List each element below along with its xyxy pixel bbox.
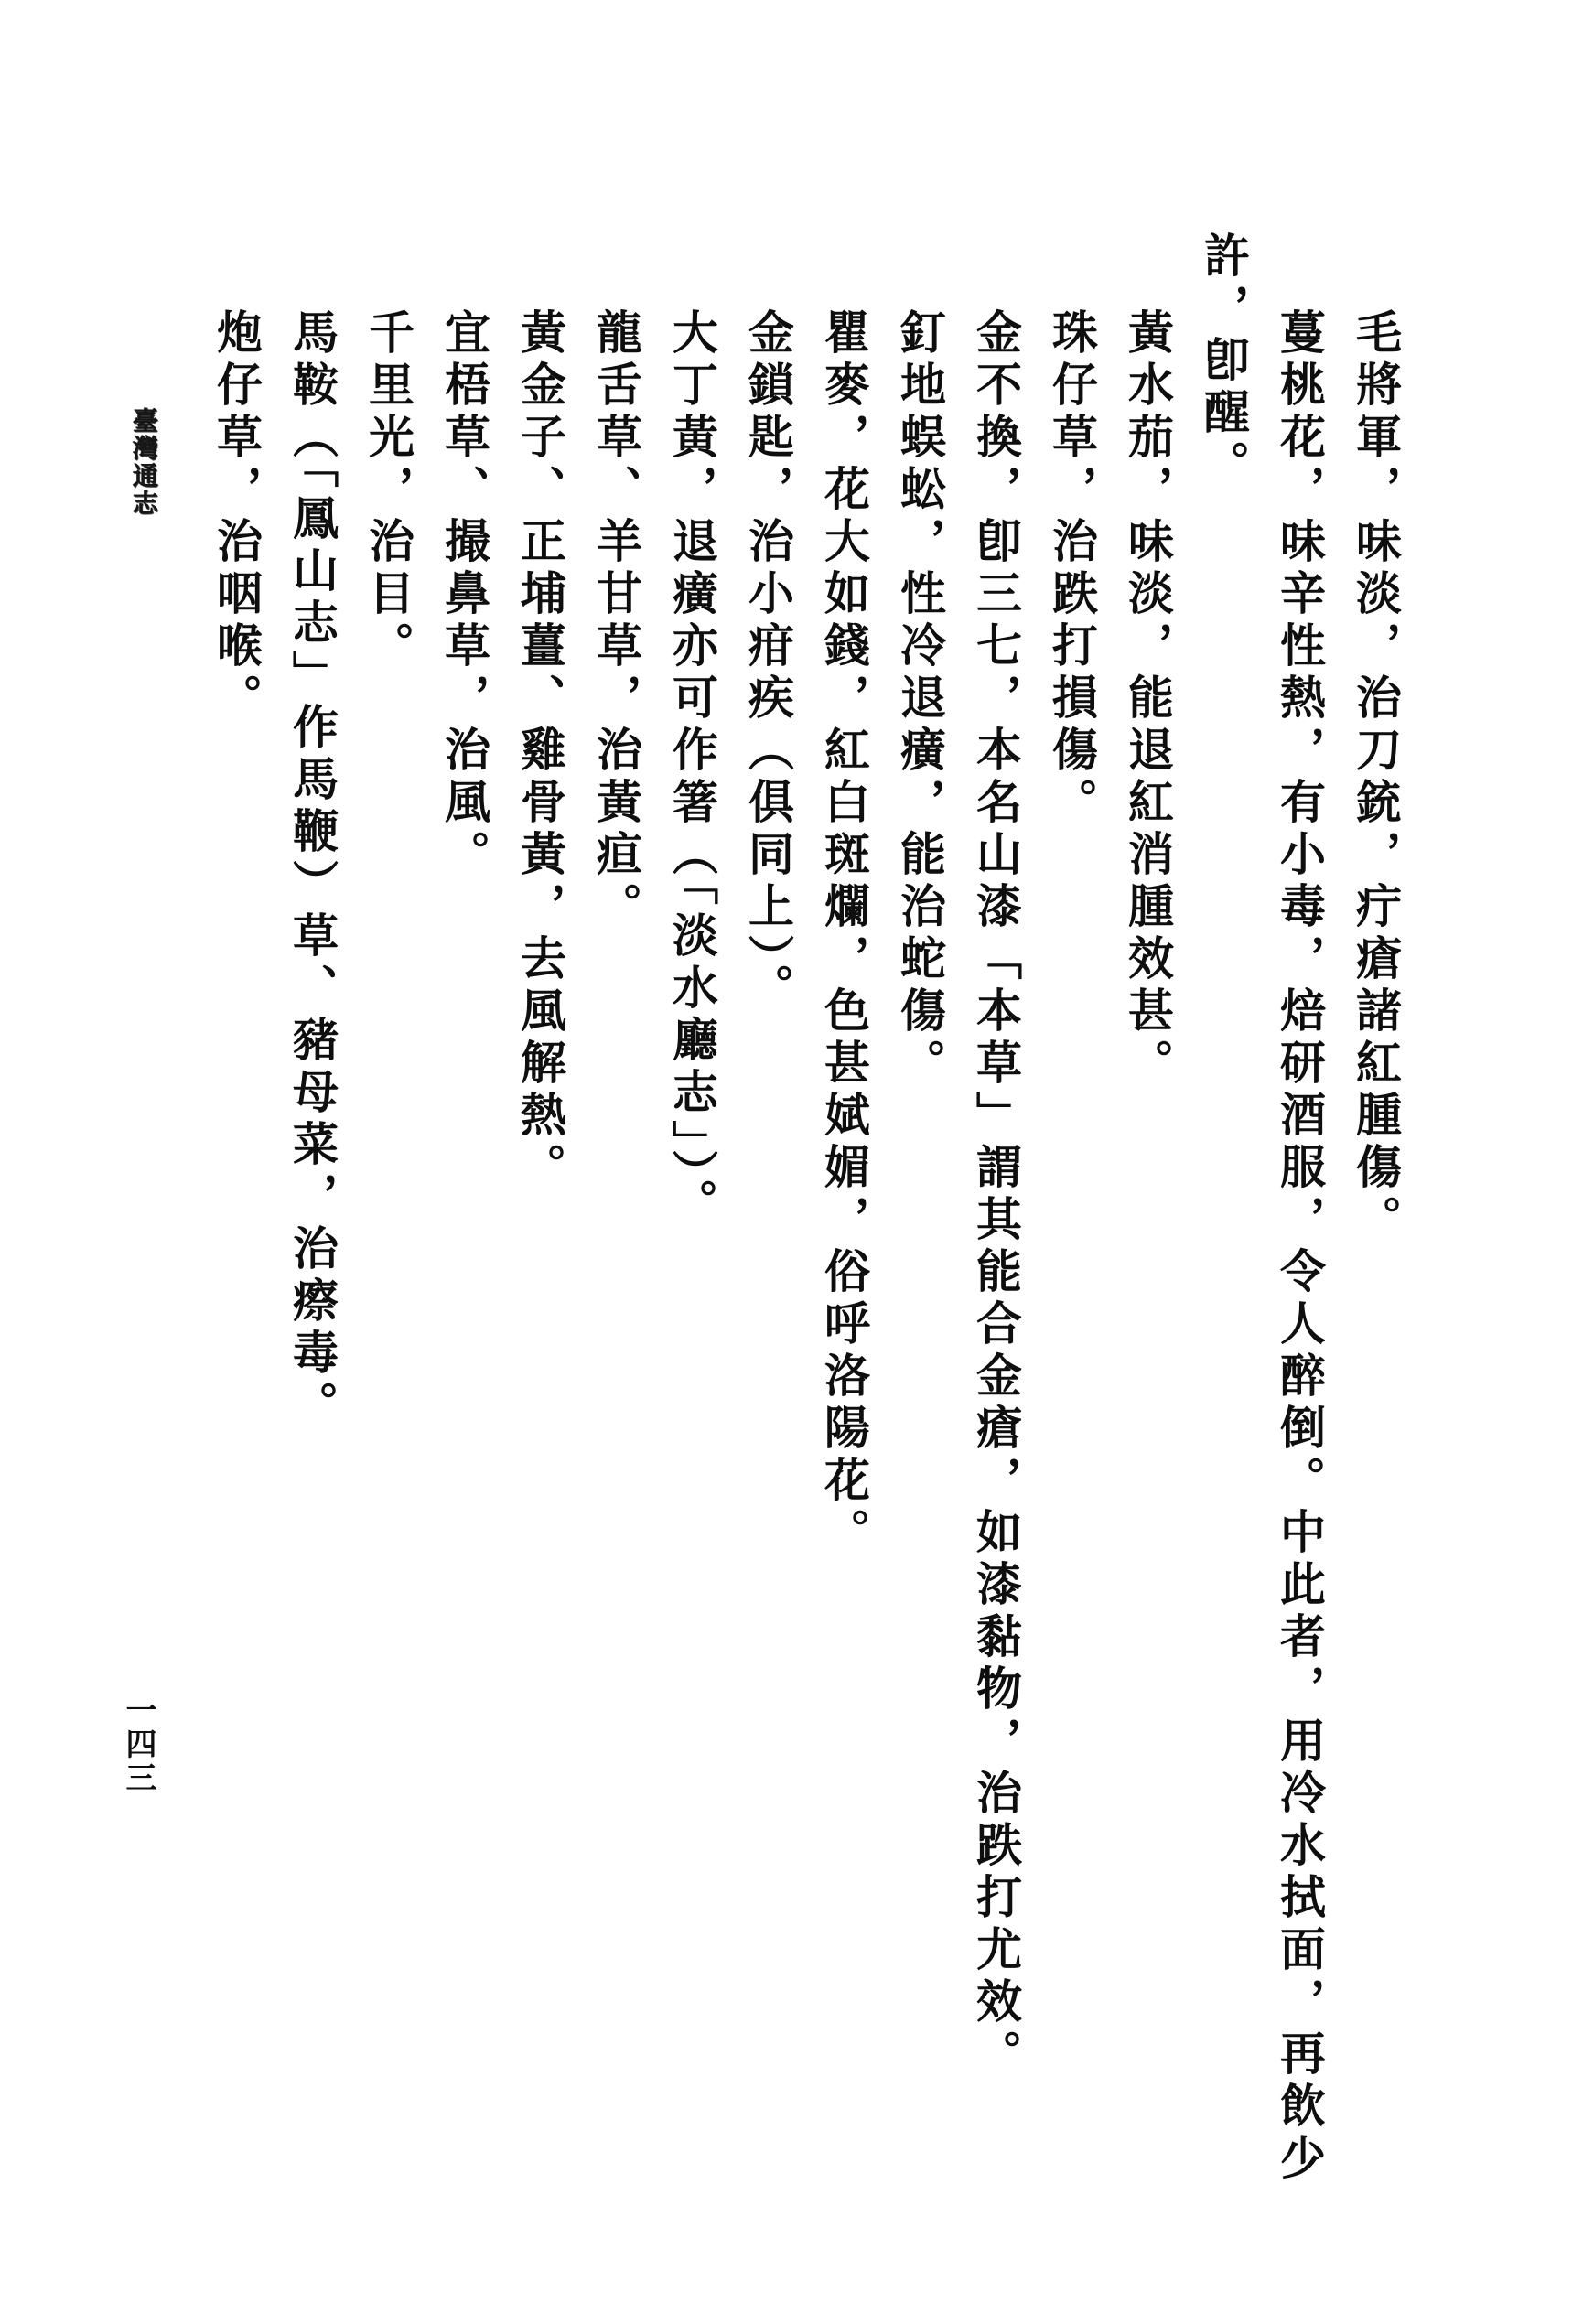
text-column-3-continuation: 許，卽醒。 bbox=[1198, 231, 1249, 492]
text-column-12: 黃金子、正埔薑、雞骨黃，去風解熱。 bbox=[514, 308, 565, 1195]
page-number: 一四三 bbox=[121, 1694, 155, 1795]
text-column-13: 宜梧草、撮鼻草，治風。 bbox=[438, 308, 490, 882]
text-column-1: 毛將軍，味淡，治刀銃，疔瘡諸紅腫傷。 bbox=[1350, 308, 1401, 1247]
book-title-margin: 臺灣通志 bbox=[129, 407, 157, 517]
text-column-6: 金不換，卽三七，本名山漆「本草」謂其能合金瘡，如漆黏物，治跌打尤效。 bbox=[970, 308, 1021, 2082]
text-column-11: 龍舌草、羊甘草，治黃疸。 bbox=[590, 308, 641, 934]
text-column-16: 炮仔草，治咽喉。 bbox=[210, 308, 262, 726]
text-column-2: 蔓桃花，味辛性熱，有小毒，焙研酒服，令人醉倒。中此者，用冷水拭面，再飲少 bbox=[1274, 308, 1325, 2186]
text-column-9: 金鎖匙，治小疳疾（俱同上）。 bbox=[742, 308, 793, 1016]
text-column-5: 珠仔草，治跌打損傷。 bbox=[1046, 308, 1097, 830]
text-column-4: 黃水茄，味淡，能退紅消腫效甚。 bbox=[1122, 308, 1173, 1091]
text-column-10: 大丁黃，退癀亦可作箸（「淡水廳志」）。 bbox=[666, 308, 717, 1231]
text-column-7: 釘地蜈蚣，性冷退癀，能治蛇傷。 bbox=[894, 308, 945, 1091]
text-column-8: 瞿麥，花大如錢，紅白斑爛，色甚娬媚，俗呼洛陽花。 bbox=[818, 308, 869, 1560]
text-column-15: 馬鞍（「鳳山志」作馬鞭）草、豬母菜，治瘵毒。 bbox=[286, 308, 338, 1433]
text-column-14: 千里光，治目。 bbox=[362, 308, 414, 673]
